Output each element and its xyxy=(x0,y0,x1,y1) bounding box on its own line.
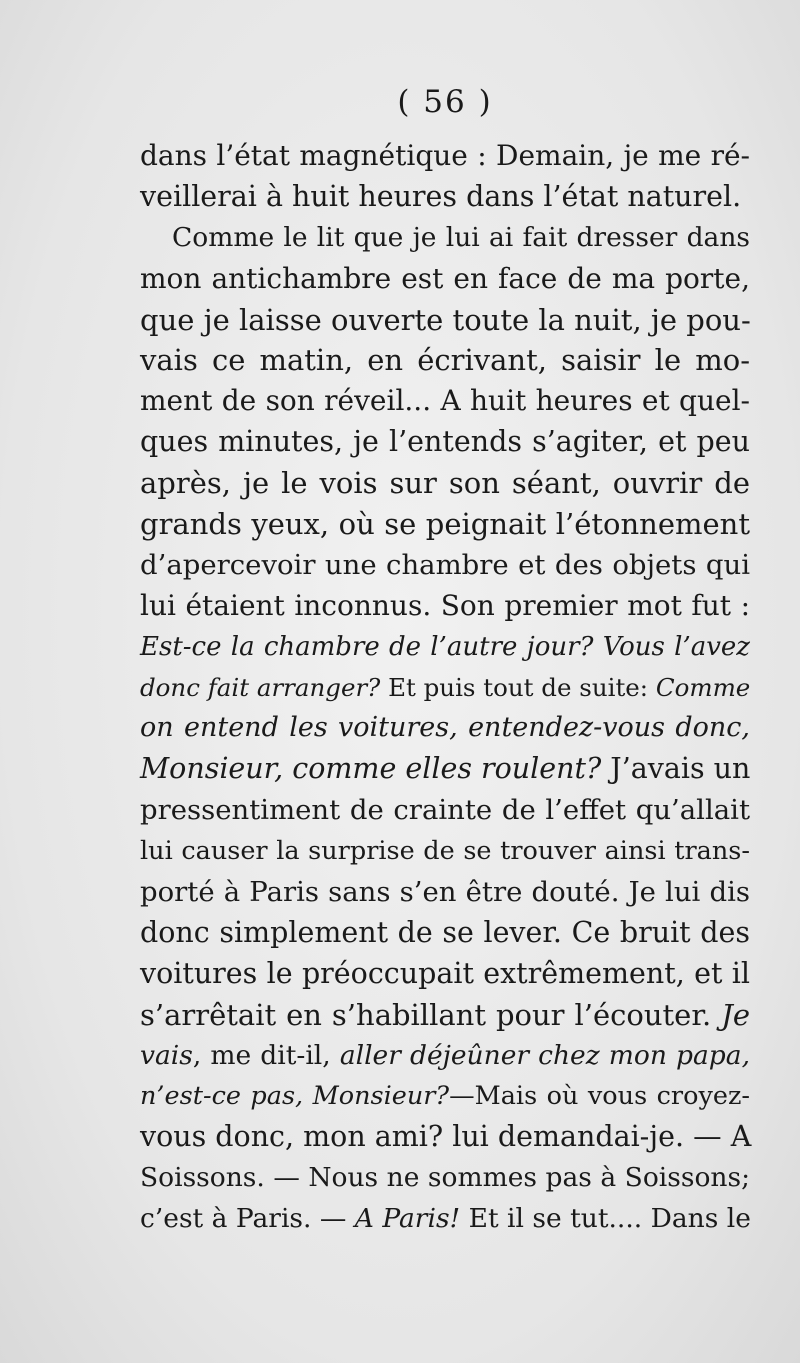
text-line xyxy=(140,872,750,913)
text-line xyxy=(140,340,750,381)
text-segment: vais ce matin, en écrivant, saisir le mo- xyxy=(140,343,750,378)
text-line xyxy=(140,954,750,995)
italic-text: Comme xyxy=(655,672,751,702)
text-line xyxy=(140,627,750,668)
text-segment: que je laisse ouverte toute la nuit, je pou- xyxy=(140,302,751,337)
text-segment: vous donc, mon ami? lui demandai-je. — A xyxy=(140,1120,752,1154)
italic-text: donc fait arranger? xyxy=(140,672,389,702)
text-line xyxy=(140,504,750,545)
text-line xyxy=(140,913,750,954)
text-segment: voitures le préoccupait extrêmement, et il xyxy=(140,956,750,990)
text-segment: ques minutes, je l’entends s’agiter, et peu xyxy=(140,425,750,459)
body-text xyxy=(140,136,750,1240)
text-segment: donc simplement de se lever. Ce bruit des xyxy=(140,915,750,949)
text-segment: ment de son réveil... A huit heures et quel- xyxy=(140,384,750,418)
text-segment: Et il se tut.... Dans le xyxy=(468,1203,751,1235)
text-line xyxy=(140,545,750,586)
text-segment: , me dit-il, xyxy=(192,1039,340,1071)
text-segment: grands yeux, où se peignait l’étonnement xyxy=(140,507,750,542)
italic-text: aller déjeûner chez mon papa, xyxy=(339,1039,750,1071)
text-line xyxy=(140,381,750,422)
text-segment: s’arrêtait en s’habillant pour l’écouter. xyxy=(140,997,722,1032)
text-segment: dans l’état magnétique : Demain, je me ré- xyxy=(140,139,750,172)
text-segment: —Mais où vous croyez- xyxy=(449,1081,750,1112)
text-segment: Et puis tout de suite: xyxy=(388,672,656,702)
text-line xyxy=(140,668,750,709)
italic-text: vais xyxy=(140,1039,193,1071)
text-line xyxy=(140,136,750,177)
text-line xyxy=(140,831,750,872)
text-segment: c’est à Paris. — xyxy=(140,1203,355,1235)
text-line xyxy=(140,1036,750,1077)
text-line xyxy=(140,1076,750,1117)
italic-text: Monsieur, comme elles roulent? xyxy=(140,752,611,786)
text-line xyxy=(140,463,750,504)
text-segment: Soissons. — Nous ne sommes pas à Soissons; xyxy=(140,1162,750,1194)
text-line xyxy=(140,586,750,627)
text-line xyxy=(140,749,750,790)
text-segment: veillerai à huit heures dans l’état naturel. xyxy=(140,179,742,213)
text-segment: porté à Paris sans s’en être douté. Je lui dis xyxy=(140,876,750,909)
text-segment: après, je le vois sur son séant, ouvrir de xyxy=(140,466,750,501)
text-segment: mon antichambre est en face de ma porte, xyxy=(140,261,750,295)
italic-text: Je xyxy=(721,997,750,1032)
text-line xyxy=(140,259,750,300)
text-segment: lui étaient inconnus. Son premier mot fut : xyxy=(140,588,750,622)
text-segment: lui causer la surprise de se trouver ainsi trans- xyxy=(140,836,750,867)
text-line xyxy=(140,1199,750,1240)
italic-text: on entend les voitures, entendez-vous donc, xyxy=(140,712,750,744)
italic-text: Est-ce la chambre de l’autre jour? Vous l’avez xyxy=(140,631,750,662)
text-line xyxy=(140,995,750,1036)
text-line xyxy=(140,218,750,259)
page-number: ( 56 ) xyxy=(397,84,493,120)
text-segment: d’apercevoir une chambre et des objets qui xyxy=(140,548,750,581)
text-line xyxy=(140,177,750,218)
text-line xyxy=(140,1117,750,1158)
text-segment: J’avais un xyxy=(610,752,751,786)
text-segment: pressentiment de crainte de l’effet qu’allait xyxy=(140,794,750,827)
italic-text: n’est-ce pas, Monsieur? xyxy=(140,1081,450,1112)
text-line xyxy=(140,422,750,463)
text-line xyxy=(140,1158,750,1199)
italic-text: A Paris! xyxy=(354,1203,469,1235)
text-line xyxy=(140,708,750,749)
text-line xyxy=(140,300,750,341)
text-segment: Comme le lit que je lui ai fait dresser dans xyxy=(172,221,750,253)
text-line xyxy=(140,790,750,831)
